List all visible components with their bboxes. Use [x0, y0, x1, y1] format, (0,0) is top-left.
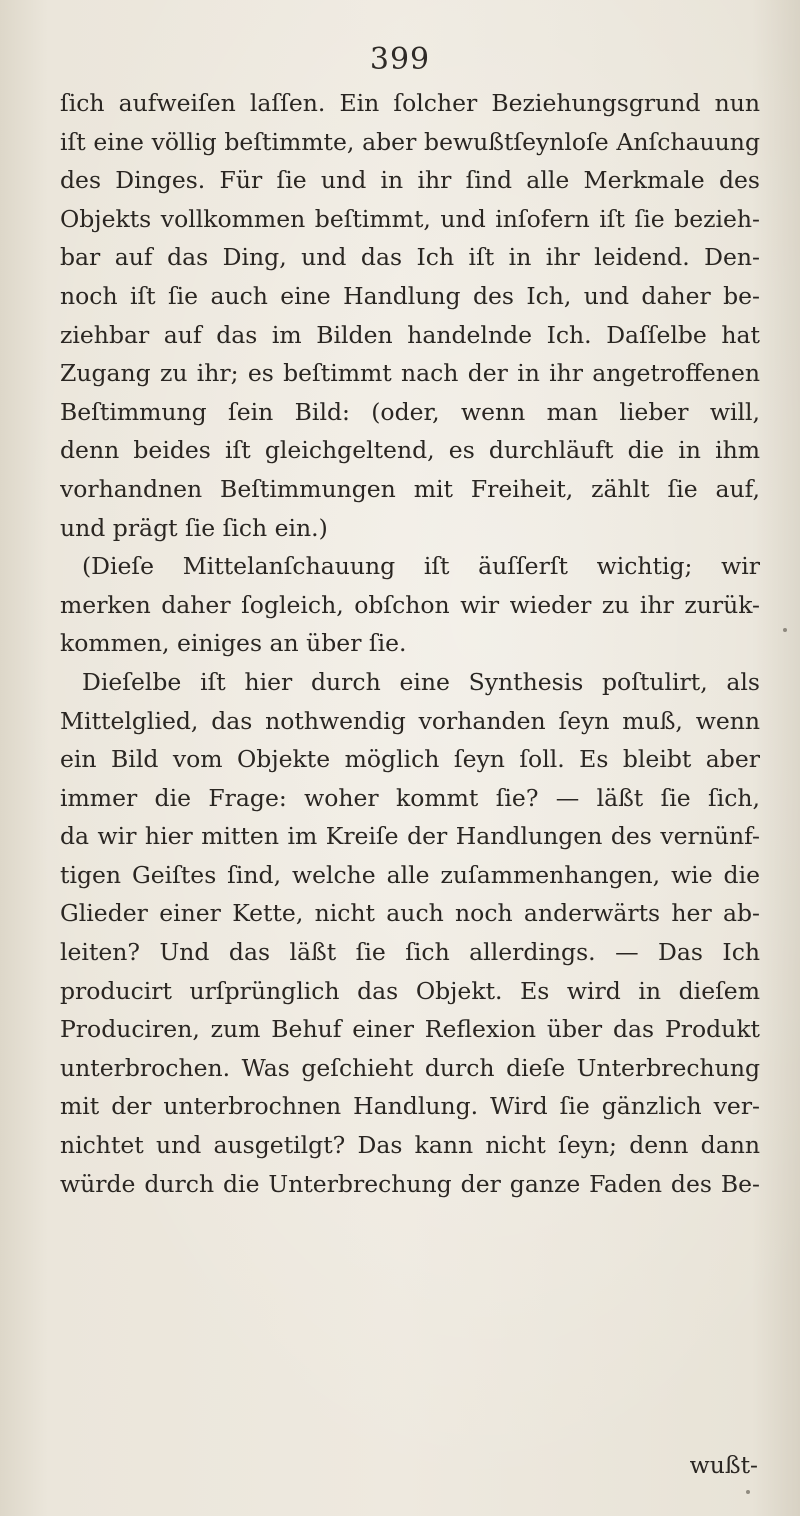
text-line: (Dieſe Mittelanſchauung iſt äuſſerſt wichtig; wir	[82, 552, 760, 581]
text-line: merken daher ſogleich, obſchon wir wieder zu ihr zurük-	[60, 590, 760, 619]
text-line: vorhandnen Beſtimmungen mit Freiheit, zählt ſie auf,	[60, 474, 760, 503]
text-line: mit der unterbrochnen Handlung. Wird ſie gänzlich ver-	[60, 1092, 760, 1121]
text-line: des Dinges. Für ſie und in ihr ſind alle Merkmale des	[60, 166, 760, 195]
text-line: Zugang zu ihr; es beſtimmt nach der in ihr angetroffenen	[60, 359, 760, 388]
text-line: tigen Geiſtes ſind, welche alle zuſammenhangen, wie die	[60, 860, 760, 889]
page-number: 399	[369, 42, 431, 77]
text-line: ein Bild vom Objekte möglich ſeyn ſoll. Es bleibt aber	[60, 745, 760, 774]
text-line: leiten? Und das läßt ſie ſich allerdings. — Das Ich	[60, 938, 760, 967]
catchword: wußt-	[689, 1451, 758, 1479]
text-line: würde durch die Unterbrechung der ganze Faden des Be-	[60, 1169, 760, 1198]
text-line: producirt urſprünglich das Objekt. Es wird in dieſem	[60, 976, 760, 1005]
text-line: Produciren, zum Behuf einer Reflexion über das Produkt	[60, 1015, 760, 1044]
text-line: bar auf das Ding, und das Ich iſt in ihr leidend. Den-	[60, 243, 760, 272]
text-line: immer die Frage: woher kommt ſie? — läßt ſie ſich,	[60, 783, 760, 812]
text-line: und prägt ſie ſich ein.)	[60, 513, 328, 542]
text-line: Objekts vollkommen beſtimmt, und inſofern iſt ſie bezieh-	[60, 204, 760, 233]
text-line: Mittelglied, das nothwendig vorhanden ſeyn muß, wenn	[60, 706, 760, 735]
text-line: kommen, einiges an über ſie.	[60, 629, 407, 658]
body-text	[60, 84, 760, 1203]
text-line: Glieder einer Kette, nicht auch noch anderwärts her ab-	[60, 899, 760, 928]
paper-speck	[746, 1490, 750, 1494]
text-line: unterbrochen. Was geſchieht durch dieſe Unterbrechung	[60, 1053, 760, 1082]
text-line: nichtet und ausgetilgt? Das kann nicht ſeyn; denn dann	[60, 1131, 760, 1160]
text-line: denn beides iſt gleichgeltend, es durchläuft die in ihm	[60, 436, 760, 465]
text-line: da wir hier mitten im Kreiſe der Handlungen des vernünf-	[60, 822, 760, 851]
paper-speck	[783, 628, 787, 632]
text-line: ſich aufweiſen laſſen. Ein ſolcher Beziehungsgrund nun	[60, 89, 760, 117]
text-line: noch iſt ſie auch eine Handlung des Ich, und daher be-	[60, 281, 760, 310]
text-line: ziehbar auf das im Bilden handelnde Ich. Daſſelbe hat	[60, 320, 760, 349]
text-line: Beſtimmung ſein Bild: (oder, wenn man lieber will,	[60, 397, 760, 426]
text-line: iſt eine völlig beſtimmte, aber bewußtſeynloſe Anſchauung	[60, 127, 760, 156]
text-line: Dieſelbe iſt hier durch eine Synthesis poſtulirt, als	[82, 667, 760, 696]
